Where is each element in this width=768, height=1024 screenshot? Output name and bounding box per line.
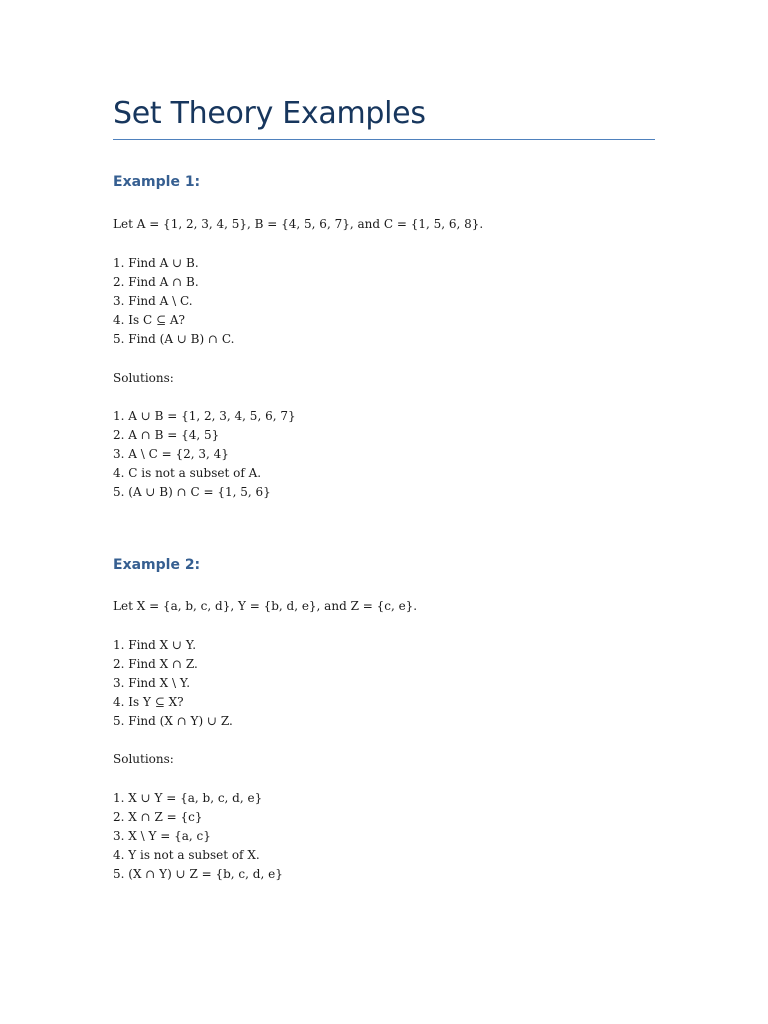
- example-1-questions: [113, 254, 234, 349]
- example-2-heading: Example 2:: [113, 557, 201, 573]
- question-item: 4. Is C ⊆ A?: [113, 313, 185, 327]
- example-1-solutions: [113, 407, 296, 502]
- solution-item: 3. A \ C = {2, 3, 4}: [113, 447, 229, 461]
- question-item: 2. Find A ∩ B.: [113, 275, 199, 289]
- solution-item: 4. Y is not a subset of X.: [113, 848, 260, 862]
- solution-item: 4. C is not a subset of A.: [113, 466, 262, 480]
- example-1-solutions-label: Solutions:: [113, 371, 174, 385]
- example-1-heading: Example 1:: [113, 174, 201, 190]
- question-item: 5. Find (X ∩ Y) ∪ Z.: [113, 714, 233, 728]
- question-item: 5. Find (A ∪ B) ∩ C.: [113, 332, 235, 346]
- solution-item: 1. X ∪ Y = {a, b, c, d, e}: [113, 791, 263, 805]
- document-title: Set Theory Examples: [113, 96, 426, 131]
- solution-item: 5. (X ∩ Y) ∪ Z = {b, c, d, e}: [113, 867, 283, 881]
- question-item: 4. Is Y ⊆ X?: [113, 695, 184, 709]
- example-2-intro: Let X = {a, b, c, d}, Y = {b, d, e}, and Z = {c, e}.: [113, 599, 418, 613]
- solution-item: 1. A ∪ B = {1, 2, 3, 4, 5, 6, 7}: [113, 409, 296, 423]
- solution-item: 5. (A ∪ B) ∩ C = {1, 5, 6}: [113, 485, 271, 499]
- example-2-solutions: [113, 789, 283, 884]
- solution-item: 2. X ∩ Z = {c}: [113, 810, 203, 824]
- question-item: 3. Find X \ Y.: [113, 676, 191, 690]
- solution-item: 3. X \ Y = {a, c}: [113, 829, 211, 843]
- example-1-intro: Let A = {1, 2, 3, 4, 5}, B = {4, 5, 6, 7}, and C = {1, 5, 6, 8}.: [113, 217, 484, 231]
- question-item: 1. Find X ∪ Y.: [113, 638, 197, 652]
- example-2-solutions-label: Solutions:: [113, 752, 174, 766]
- title-underline: [113, 139, 655, 140]
- solution-item: 2. A ∩ B = {4, 5}: [113, 428, 220, 442]
- question-item: 3. Find A \ C.: [113, 294, 193, 308]
- question-item: 2. Find X ∩ Z.: [113, 657, 198, 671]
- question-item: 1. Find A ∪ B.: [113, 256, 199, 270]
- example-2-questions: [113, 636, 233, 731]
